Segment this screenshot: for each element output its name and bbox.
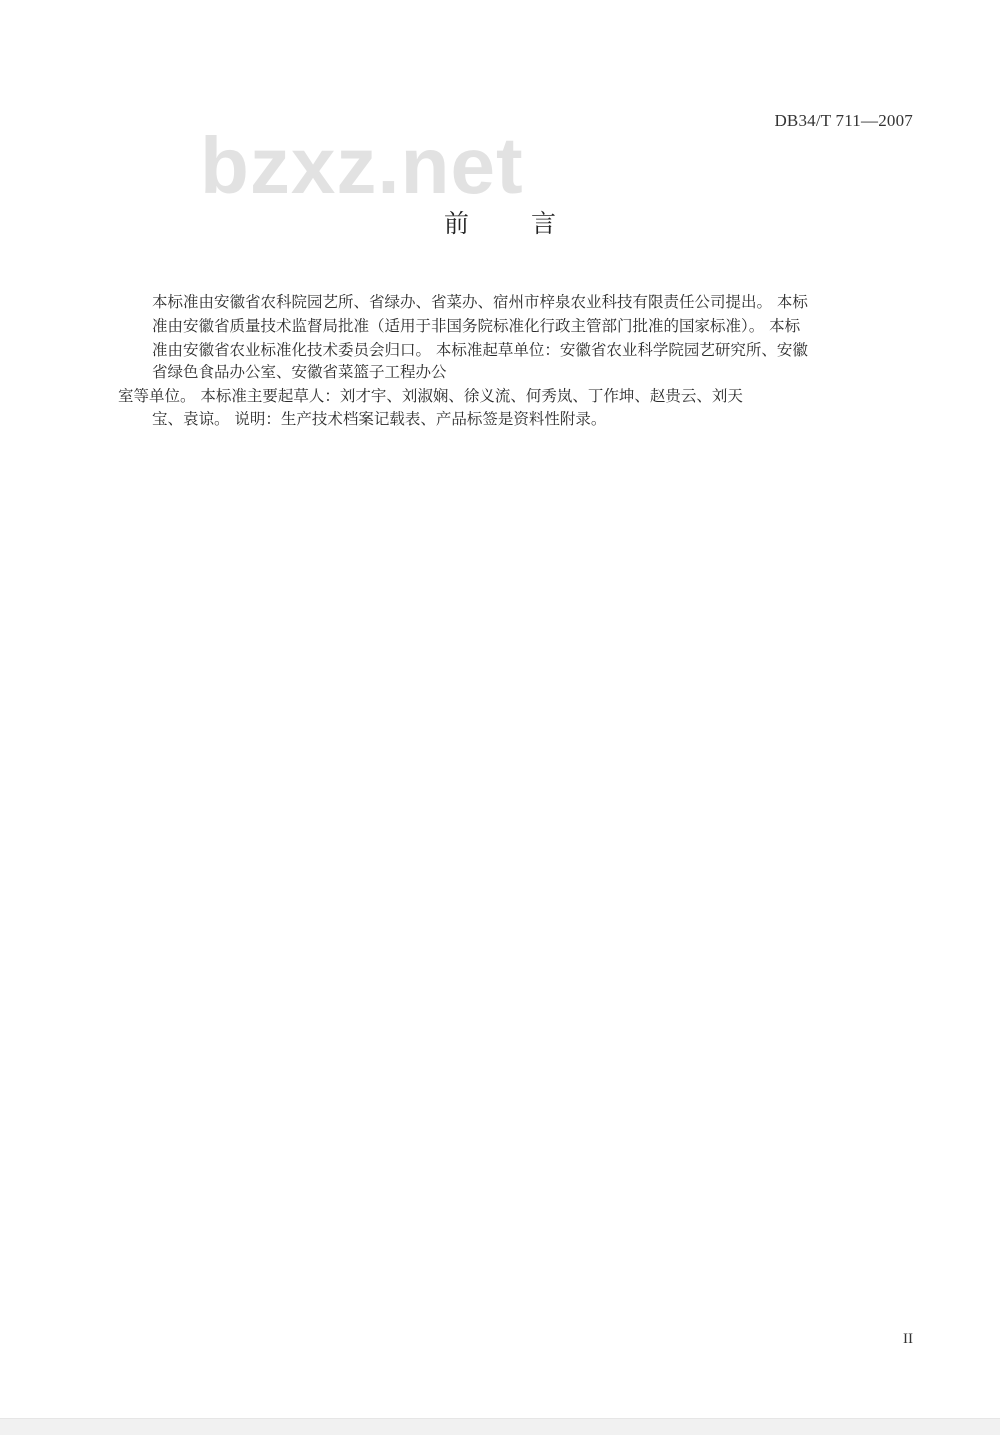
- heading-char-1: 前: [443, 209, 469, 238]
- page-number: II: [903, 1331, 913, 1347]
- watermark: bzxz.net: [200, 121, 524, 210]
- paragraph-line-2: 准由安徽省质量技术监督局批准（适用于非国务院标准化行政主管部门批准的国家标准）。 本标: [152, 317, 801, 335]
- paragraph-line-5: 室等单位。 本标准主要起草人：刘才宇、刘淑娴、徐义流、何秀岚、丁作坤、赵贵云、刘天: [118, 387, 743, 405]
- paragraph-line-6: 宝、袁谅。 说明：生产技术档案记载表、产品标签是资料性附录。: [152, 410, 607, 428]
- paragraph-line-1: 本标准由安徽省农科院园艺所、省绿办、省菜办、宿州市梓泉农业科技有限责任公司提出。 本标: [152, 293, 808, 311]
- paragraph-line-3: 准由安徽省农业标准化技术委员会归口。 本标准起草单位：安徽省农业科学院园艺研究所、安徽: [152, 341, 808, 359]
- paragraph-line-4: 省绿色食品办公室、安徽省菜篮子工程办公: [152, 363, 447, 381]
- section-heading: [0, 204, 1000, 240]
- viewer-bottom-bar: [0, 1418, 1000, 1435]
- heading-char-2: 言: [531, 209, 557, 238]
- standard-number: DB34/T 711—2007: [774, 111, 913, 130]
